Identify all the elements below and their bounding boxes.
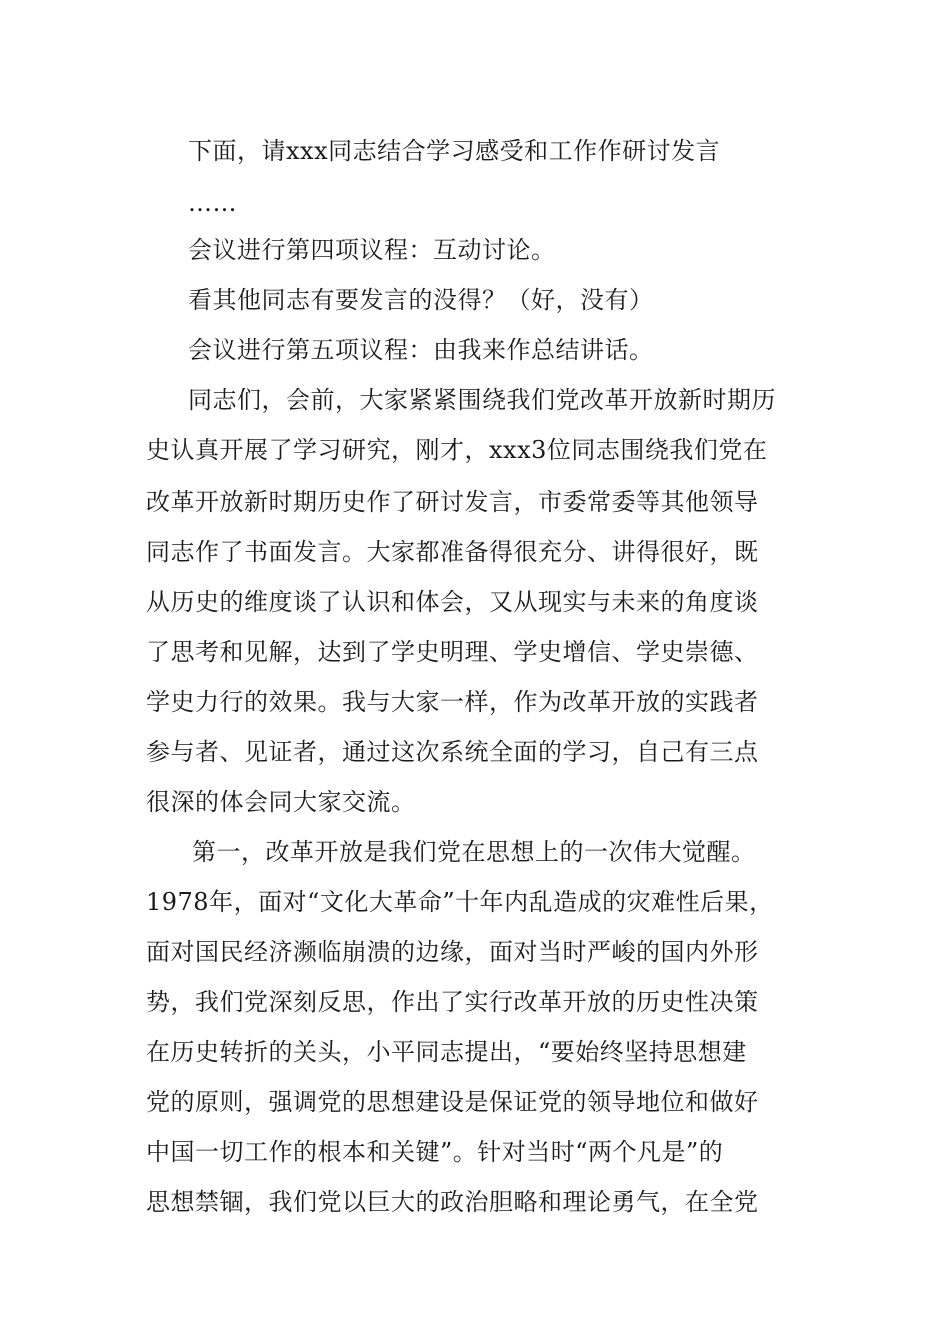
text-line: …… (188, 189, 237, 217)
text-line: 下面，请xxx同志结合学习感受和工作作研讨发言 (188, 137, 721, 165)
text-line: 同志作了书面发言。大家都准备得很充分、讲得很好，既 (146, 538, 759, 566)
text-line: 参与者、见证者，通过这次系统全面的学习，自己有三点 (146, 738, 759, 766)
text-line: 思想禁锢，我们党以巨大的政治胆略和理论勇气，在全党 (146, 1188, 759, 1216)
text-line: 看其他同志有要发言的没得？（好，没有） (188, 286, 654, 314)
text-line: 在历史转折的关头，小平同志提出，“要始终坚持思想建 (146, 1038, 747, 1066)
text-line: 1978年，面对“文化大革命”十年内乱造成的灾难性后果， (146, 888, 774, 916)
text-line: 很深的体会同大家交流。 (146, 788, 416, 816)
text-line: 第一，改革开放是我们党在思想上的一次伟大觉醒。 (192, 838, 756, 866)
text-line: 从历史的维度谈了认识和体会，又从现实与未来的角度谈 (146, 588, 759, 616)
text-line: 学史力行的效果。我与大家一样，作为改革开放的实践者 (146, 688, 759, 716)
text-line: 了思考和见解，达到了学史明理、学史增信、学史崇德、 (146, 638, 759, 666)
text-line: 面对国民经济濒临崩溃的边缘，面对当时严峻的国内外形 (146, 938, 759, 966)
text-line: 党的原则，强调党的思想建设是保证党的领导地位和做好 (146, 1088, 759, 1116)
text-line: 会议进行第四项议程：互动讨论。 (188, 236, 556, 264)
text-line: 改革开放新时期历史作了研讨发言，市委常委等其他领导 (146, 488, 759, 516)
text-line: 中国一切工作的根本和关键”。针对当时“两个凡是”的 (146, 1138, 724, 1166)
text-line: 同志们，会前，大家紧紧围绕我们党改革开放新时期历 (188, 386, 776, 414)
text-line: 史认真开展了学习研究，刚才，xxx3位同志围绕我们党在 (146, 436, 768, 464)
text-line: 会议进行第五项议程：由我来作总结讲话。 (188, 336, 654, 364)
text-line: 势，我们党深刻反思，作出了实行改革开放的历史性决策 (146, 988, 759, 1016)
